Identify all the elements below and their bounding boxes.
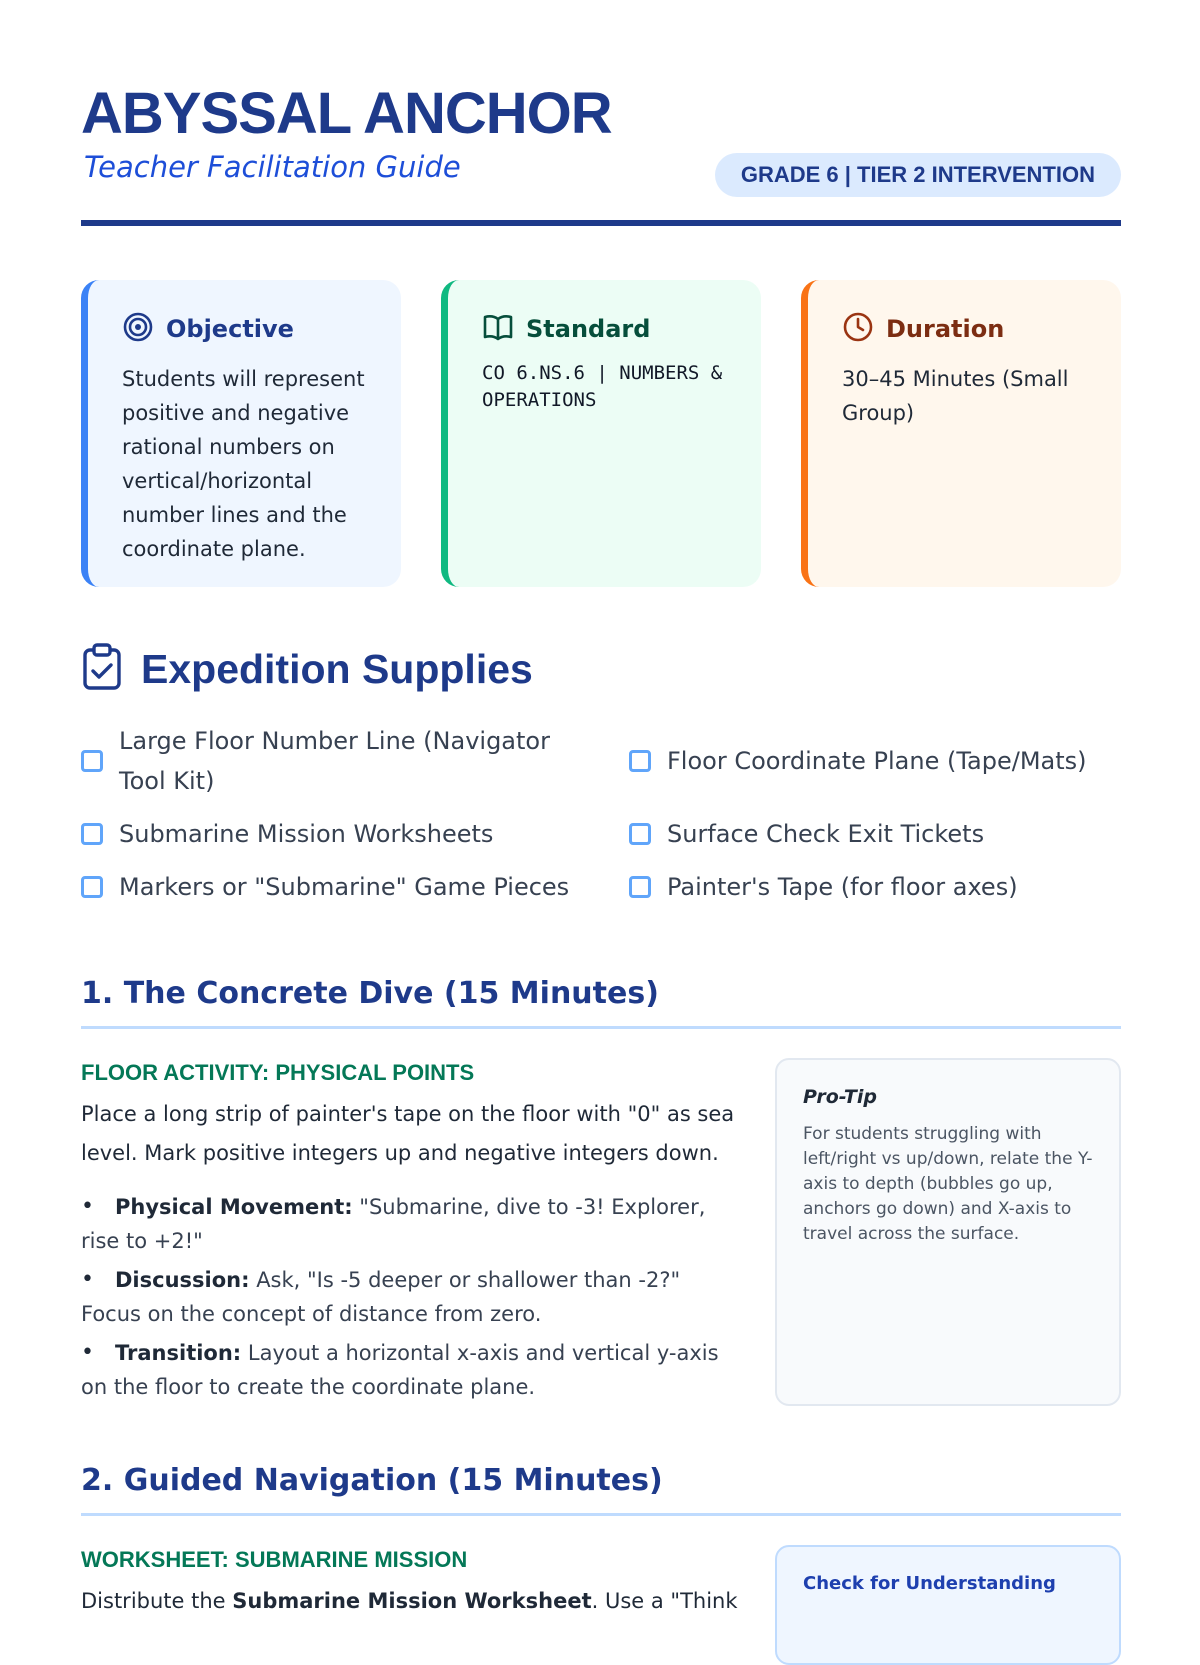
pro-tip-box — [775, 1058, 1121, 1406]
objective-card-header — [122, 312, 379, 346]
grade-badge: GRADE 6 | TIER 2 INTERVENTION — [715, 153, 1121, 197]
duration-text: 30–45 Minutes (Small Group) — [842, 367, 1069, 425]
supply-label: Submarine Mission Worksheets — [119, 820, 494, 848]
section1-intro: Place a long strip of painter's tape on the floor with "0" as sea level. Mark positive integers up and negative integers down. — [81, 1102, 735, 1165]
supply-checkbox[interactable] — [81, 876, 103, 898]
supply-checkbox[interactable] — [629, 750, 651, 772]
check-for-understanding-title: Check for Understanding — [803, 1573, 1056, 1594]
bullet-text: Layout a horizontal x-axis and vertical y-axis on the floor to create the coordinate plane. — [81, 1341, 719, 1399]
standard-card-header — [482, 312, 739, 346]
page-subtitle: Teacher Facilitation Guide — [84, 150, 461, 184]
supply-label: Floor Coordinate Plane (Tape/Mats) — [667, 747, 1087, 775]
supply-item[interactable] — [81, 814, 581, 854]
bullet-text: Ask, "Is -5 deeper or shallower than -2?" Focus on the concept of distance from zero. — [81, 1268, 681, 1326]
objective-card — [81, 280, 401, 587]
objective-title: Objective — [166, 315, 294, 343]
list-item — [81, 1336, 741, 1404]
list-item — [81, 1263, 741, 1331]
supply-item[interactable] — [629, 741, 1129, 781]
section1-title: 1. The Concrete Dive (15 Minutes) — [81, 976, 659, 1011]
supply-item[interactable] — [81, 867, 581, 907]
list-item — [81, 1190, 741, 1258]
supply-item[interactable] — [629, 867, 1129, 907]
section2-intro-start: Distribute the — [81, 1589, 233, 1613]
open-book-icon — [482, 311, 514, 347]
duration-card-header — [842, 312, 1099, 346]
supply-checkbox[interactable] — [81, 823, 103, 845]
supplies-title: Expedition Supplies — [141, 645, 533, 692]
duration-card — [801, 280, 1121, 587]
section2-divider — [81, 1513, 1121, 1516]
facilitation-guide — [81, 0, 1121, 1613]
page-title: ABYSSAL ANCHOR — [81, 81, 612, 146]
section2-label: WORKSHEET: SUBMARINE MISSION — [81, 1547, 468, 1572]
supply-label: Painter's Tape (for floor axes) — [667, 873, 1018, 901]
bullet-text: "Submarine, dive to -3! Explorer, rise to +2!" — [81, 1195, 706, 1253]
standard-text: CO 6.NS.6 | NUMBERS & OPERATIONS — [482, 362, 723, 411]
clock-icon — [842, 311, 874, 347]
clipboard-check-icon — [81, 643, 123, 695]
header-divider — [81, 220, 1121, 226]
supply-checkbox[interactable] — [81, 750, 103, 772]
supply-label: Markers or "Submarine" Game Pieces — [119, 873, 570, 901]
section1-label: FLOOR ACTIVITY: PHYSICAL POINTS — [81, 1060, 475, 1085]
pro-tip-text: For students struggling with left/right vs up/down, relate the Y-axis to depth (bubbles go up, anchors go down) and X-axis to travel across the surface. — [803, 1124, 1093, 1244]
pro-tip-title: Pro-Tip — [803, 1086, 877, 1108]
bullet-term: Transition: — [115, 1341, 242, 1365]
supplies-header — [81, 643, 533, 695]
supply-checkbox[interactable] — [629, 823, 651, 845]
section1-divider — [81, 1026, 1121, 1029]
section2-title: 2. Guided Navigation (15 Minutes) — [81, 1463, 663, 1498]
standard-title: Standard — [526, 315, 651, 343]
standard-card — [441, 280, 761, 587]
bullet-term: Physical Movement: — [115, 1195, 353, 1219]
objective-text: Students will represent positive and negative rational numbers on vertical/horizontal number lines and the coordinate plane. — [122, 367, 365, 561]
target-icon — [122, 311, 154, 347]
section2-intro-end: . Use a "Think — [591, 1589, 738, 1613]
worksheet-name: Submarine Mission Worksheet — [232, 1589, 592, 1613]
bullet-term: Discussion: — [115, 1268, 250, 1292]
supply-label: Surface Check Exit Tickets — [667, 820, 985, 848]
check-for-understanding-box — [775, 1545, 1121, 1665]
duration-title: Duration — [886, 315, 1005, 343]
supply-item[interactable] — [629, 814, 1129, 854]
section1-bullet-list — [81, 1190, 741, 1409]
supply-item[interactable] — [81, 721, 581, 801]
supply-label: Large Floor Number Line (Navigator Tool Kit) — [119, 727, 550, 795]
supply-checkbox[interactable] — [629, 876, 651, 898]
section2-intro — [81, 1582, 741, 1621]
